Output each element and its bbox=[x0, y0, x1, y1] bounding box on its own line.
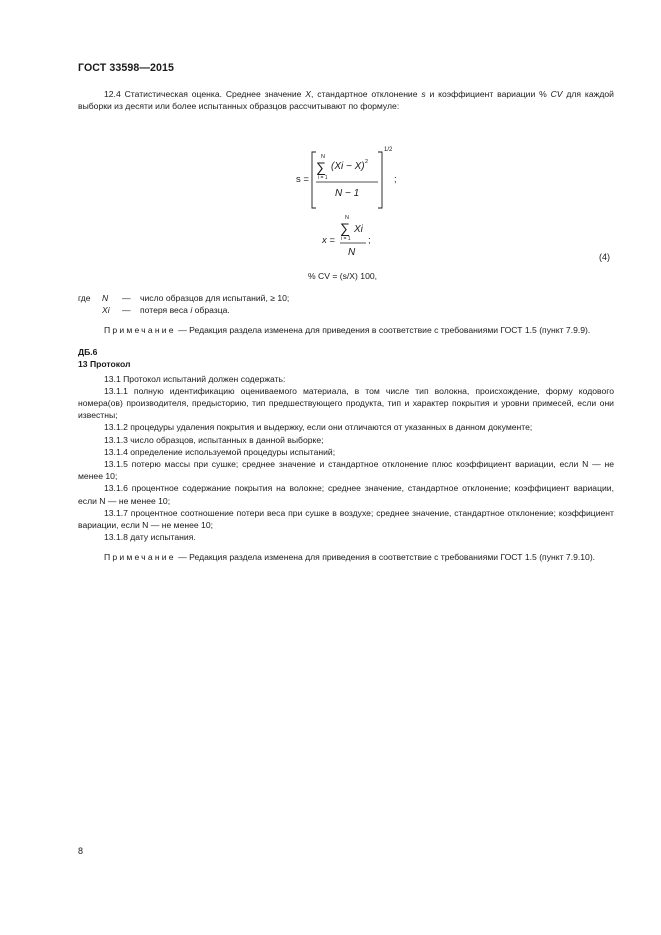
where-desc-xi-var: i bbox=[190, 304, 193, 315]
page-number: 8 bbox=[78, 846, 84, 856]
formula-x-sum-bottom: i = 1 bbox=[341, 236, 351, 243]
formula-s-right-bracket bbox=[378, 152, 382, 208]
doc-header: ГОСТ 33598—2015 bbox=[78, 62, 175, 74]
paragraph-13-1-5: 13.1.5 потерю массы при сушке; среднее значение и стандартное отклонение плюс коэффициент вариации, если N — не менее 10; bbox=[78, 459, 614, 482]
formula-s-numerator: (Xi − X) bbox=[331, 161, 365, 173]
formula-x bbox=[78, 210, 614, 268]
note-1 bbox=[78, 324, 614, 336]
formula-s-sigma: ∑ bbox=[316, 159, 326, 176]
note-2-label: Примечание bbox=[104, 552, 176, 563]
p12-4-mid1: , стандартное отклонение bbox=[311, 89, 422, 99]
paragraph-13-1-1: 13.1.1 полную идентификацию оцениваемого материала, в том числе тип волокна, происхождение, форму кодового номера(ов) производителя, предысторию, тип предшествующего продукта, тип и характер покрытия и уровни примесей, если они известны; bbox=[78, 385, 614, 421]
where-row-n bbox=[78, 292, 614, 304]
p12-4-var-x: X bbox=[305, 89, 312, 99]
formula-s-trail: ; bbox=[394, 174, 397, 186]
where-row-xi bbox=[78, 304, 614, 316]
where-block bbox=[78, 292, 614, 316]
paragraph-13-1-3: 13.1.3 число образцов, испытанных в данной выборке; bbox=[104, 434, 324, 445]
note-2-text: — Редакция раздела изменена для приведения в соответствие с требованиями ГОСТ 1.5 (пункт 7.9.10). bbox=[175, 552, 596, 563]
p12-4-mid2: и коэффициент вариации % bbox=[425, 89, 551, 99]
paragraph-13-1-2: 13.1.2 процедуры удаления покрытия и выдержку, если они отличаются от указанных в данном документе; bbox=[104, 422, 533, 433]
where-sym-xi: Xi bbox=[102, 304, 110, 315]
note-2 bbox=[78, 551, 614, 563]
paragraph-13-1-4: 13.1.4 определение используемой процедуры испытаний; bbox=[104, 446, 336, 457]
p12-4-var-s: s bbox=[421, 89, 426, 99]
where-sym-n: N bbox=[102, 292, 109, 303]
formula-x-sum-top: N bbox=[345, 215, 349, 222]
note-1-text: — Редакция раздела изменена для приведения в соответствие с требованиями ГОСТ 1.5 (пункт 7.9.9). bbox=[175, 325, 591, 336]
note-1-label: Примечание bbox=[104, 325, 176, 336]
where-dash-xi: — bbox=[122, 304, 131, 315]
paragraph-12-4 bbox=[78, 88, 614, 112]
formula-s-svg bbox=[78, 112, 614, 210]
where-desc-n: число образцов для испытаний, ≥ 10; bbox=[140, 292, 290, 303]
section-title: 13 Протокол bbox=[78, 359, 131, 370]
formula-s-sum-bottom: i = 1 bbox=[318, 175, 328, 182]
formula-x-denominator: N bbox=[348, 247, 356, 259]
where-desc-xi bbox=[140, 304, 230, 316]
formula-x-trail: ; bbox=[368, 235, 371, 247]
where-dash-n: — bbox=[122, 292, 131, 303]
paragraph-13-1-6: 13.1.6 процентное содержание покрытия на волокне; среднее значение, стандартное отклонение; коэффициент вариации, если N — не менее 10; bbox=[78, 483, 614, 506]
where-desc-xi-post: образца. bbox=[192, 304, 230, 315]
formula-s bbox=[78, 112, 614, 210]
p12-4-tail: для каждой выборки из десяти или более испытанных образцов рассчитывают по формуле: bbox=[78, 89, 614, 112]
paragraph-13-1-7: 13.1.7 процентное соотношение потери веса при сушке в воздухе; среднее значение, стандартное отклонение; коэффициент вариации, если N — не менее 10; bbox=[78, 507, 614, 531]
p12-4-var-cv: CV bbox=[550, 89, 563, 99]
paragraph-13-1: 13.1 Протокол испытаний должен содержать: bbox=[104, 373, 286, 384]
paragraph-13-1-8: 13.1.8 дату испытания. bbox=[104, 532, 196, 543]
formula-number: (4) bbox=[599, 252, 610, 263]
formula-s-exp-2: 2 bbox=[365, 159, 369, 166]
formula-cv: % CV = (s/X) 100, bbox=[308, 271, 378, 282]
formula-s-lhs: s = bbox=[296, 174, 309, 186]
formula-s-denominator: N − 1 bbox=[335, 188, 360, 200]
where-desc-xi-pre: потеря веса bbox=[140, 304, 191, 315]
p12-4-lead: 12.4 Статистическая оценка. Среднее значение bbox=[104, 89, 306, 99]
formula-x-lhs: x = bbox=[322, 235, 335, 247]
formula-x-svg bbox=[78, 210, 614, 268]
formula-x-sigma: ∑ bbox=[340, 220, 350, 237]
section-id: ДБ.6 bbox=[78, 347, 98, 358]
document-body bbox=[78, 88, 614, 572]
formula-s-outer-exponent: 1/2 bbox=[384, 147, 393, 154]
where-indent bbox=[78, 304, 102, 316]
formula-s-sum-top: N bbox=[321, 154, 325, 161]
where-word: где bbox=[78, 292, 91, 303]
formula-x-numerator: Xi bbox=[354, 224, 363, 236]
